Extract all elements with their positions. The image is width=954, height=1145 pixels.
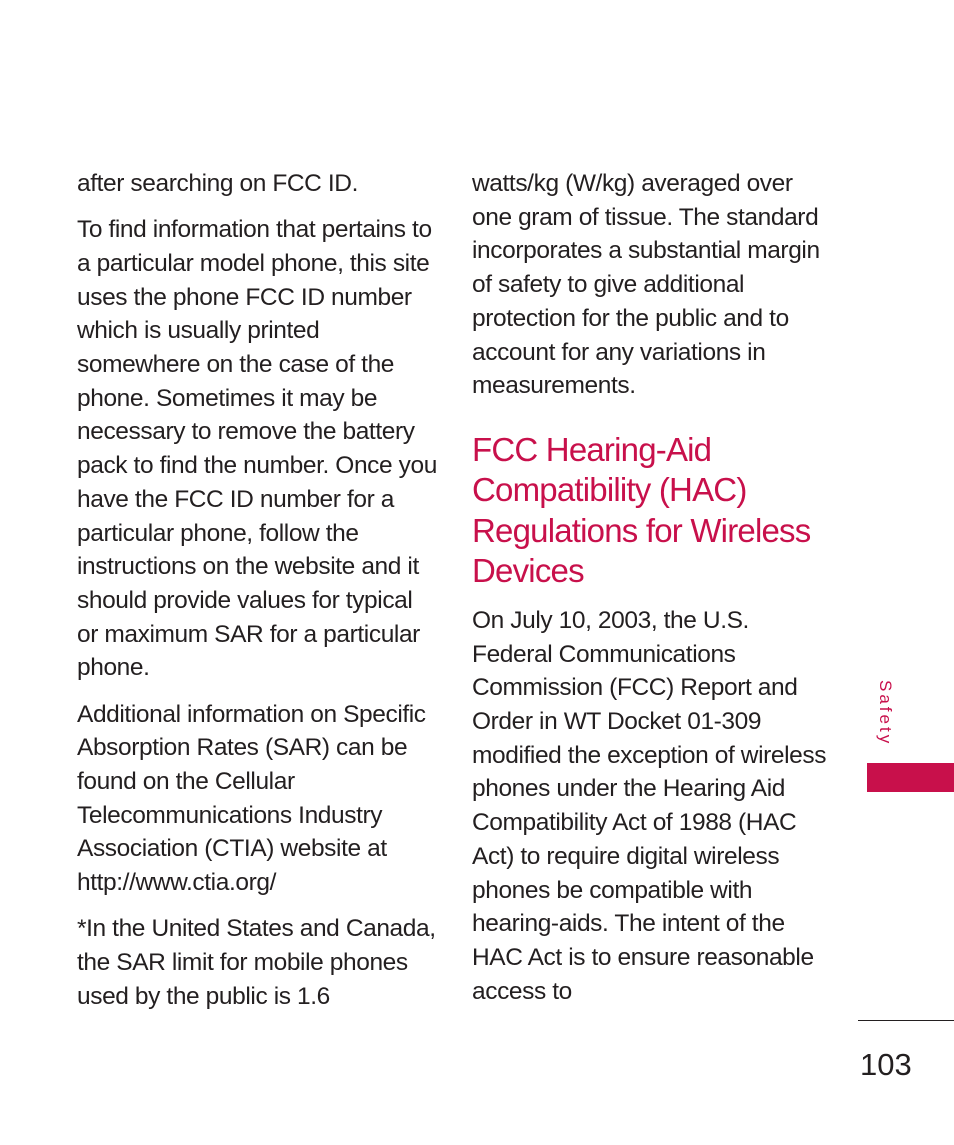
side-tab-marker <box>867 763 954 792</box>
paragraph-find-information: To find information that pertains to a particular model phone, this site uses the phone FCC ID number which is usually printed somewhere on the case of the phone. Sometimes it may be necessary to remove the battery pack to find the number. Once you have the FCC ID number for a particular phone, follow the instructions on the website and it should provide values for typical or maximum SAR for a particular phone. <box>77 216 437 682</box>
paragraph-fcc-id-search: after searching on FCC ID. <box>77 170 358 197</box>
section-heading-hac: FCC Hearing-Aid Compatibility (HAC) Regulations for Wireless Devices <box>472 430 811 590</box>
side-tab-label: Safety <box>876 680 895 747</box>
paragraph-additional-information: Additional information on Specific Absorption Rates (SAR) can be found on the Cellular Telecommunications Industry Association (CTIA) website at http://www.ctia.org/ <box>77 700 426 897</box>
left-column <box>77 167 437 1026</box>
paragraph-hac-regulations: On July 10, 2003, the U.S. Federal Communications Commission (FCC) Report and Order in WT Docket 01-309 modified the exception of wireless phones under the Hearing Aid Compatibility Act of 1988 (HAC Act) to require digital wireless phones be compatible with hearing-aids. The intent of the HAC Act is to ensure reasonable access to <box>472 606 827 1005</box>
page-number: 103 <box>860 1047 912 1082</box>
footer-divider <box>858 1020 954 1021</box>
paragraph-sar-limit: *In the United States and Canada, the SAR limit for mobile phones used by the public is 1.6 <box>77 915 436 1010</box>
paragraph-sar-standard: watts/kg (W/kg) averaged over one gram of tissue. The standard incorporates a substantial margin of safety to give additional protection for the public and to account for any variations in measurements. <box>472 170 820 400</box>
right-column <box>472 167 832 1021</box>
